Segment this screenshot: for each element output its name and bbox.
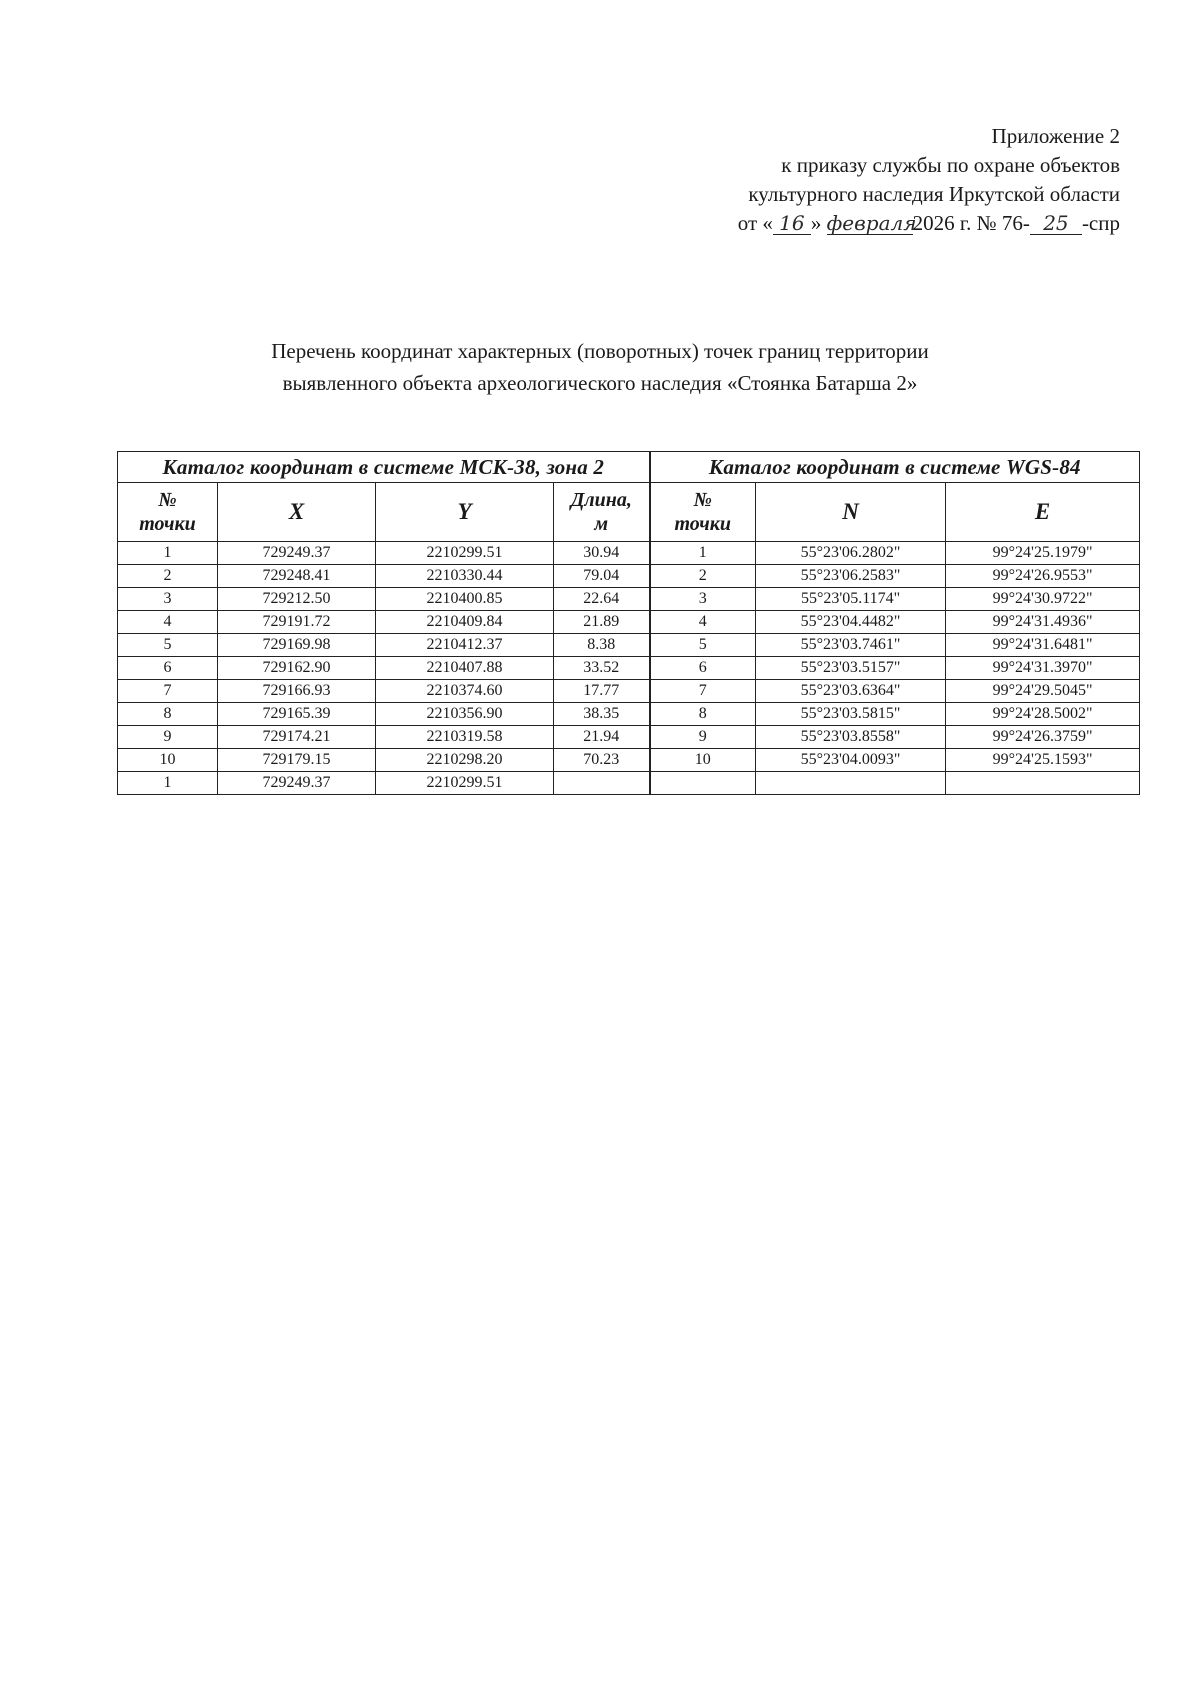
wgs-e-cell: 99°24'31.4936" xyxy=(946,611,1140,634)
msk-length-cell: 38.35 xyxy=(554,703,650,726)
wgs-point-cell: 9 xyxy=(650,726,756,749)
msk-point-cell: 1 xyxy=(118,772,218,795)
msk-point-cell: 1 xyxy=(118,542,218,565)
msk-length-cell: 70.23 xyxy=(554,749,650,772)
document-title xyxy=(120,335,1080,399)
table-row xyxy=(118,634,1140,657)
col-header-e: E xyxy=(946,483,1140,542)
msk-length-cell: 8.38 xyxy=(554,634,650,657)
msk-point-cell: 3 xyxy=(118,588,218,611)
table-row xyxy=(118,680,1140,703)
msk-point-cell: 9 xyxy=(118,726,218,749)
wgs-n-cell: 55°23'04.4482" xyxy=(756,611,946,634)
msk-y-cell: 2210298.20 xyxy=(376,749,554,772)
wgs-point-cell: 10 xyxy=(650,749,756,772)
table-row xyxy=(118,565,1140,588)
msk-length-cell: 22.64 xyxy=(554,588,650,611)
table-row xyxy=(118,588,1140,611)
table-body xyxy=(118,542,1140,795)
wgs-point-cell: 5 xyxy=(650,634,756,657)
table-group-header-row xyxy=(118,452,1140,483)
msk-y-cell: 2210400.85 xyxy=(376,588,554,611)
date-year: 2026 г. № 76- xyxy=(912,211,1030,235)
wgs-e-cell: 99°24'26.3759" xyxy=(946,726,1140,749)
wgs-n-cell xyxy=(756,772,946,795)
col-header-y: Y xyxy=(376,483,554,542)
msk-x-cell: 729174.21 xyxy=(218,726,376,749)
msk-x-cell: 729248.41 xyxy=(218,565,376,588)
msk-x-cell: 729169.98 xyxy=(218,634,376,657)
wgs-e-cell: 99°24'25.1979" xyxy=(946,542,1140,565)
msk-x-cell: 729191.72 xyxy=(218,611,376,634)
order-suffix: -спр xyxy=(1081,211,1120,235)
msk-point-cell: 2 xyxy=(118,565,218,588)
msk-y-cell: 2210356.90 xyxy=(376,703,554,726)
msk-point-cell: 7 xyxy=(118,680,218,703)
msk-x-cell: 729249.37 xyxy=(218,542,376,565)
appendix-authority: культурного наследия Иркутской области xyxy=(748,182,1120,206)
msk-point-cell: 8 xyxy=(118,703,218,726)
table-row xyxy=(118,772,1140,795)
wgs-n-cell: 55°23'06.2802" xyxy=(756,542,946,565)
col-header-n: N xyxy=(756,483,946,542)
wgs-n-cell: 55°23'05.1174" xyxy=(756,588,946,611)
coordinates-table xyxy=(117,451,1140,795)
msk-x-cell: 729162.90 xyxy=(218,657,376,680)
wgs-point-cell: 1 xyxy=(650,542,756,565)
msk-y-cell: 2210299.51 xyxy=(376,772,554,795)
wgs-n-cell: 55°23'03.6364" xyxy=(756,680,946,703)
wgs-n-cell: 55°23'06.2583" xyxy=(756,565,946,588)
table-row xyxy=(118,611,1140,634)
wgs-point-cell: 3 xyxy=(650,588,756,611)
wgs-n-cell: 55°23'03.7461" xyxy=(756,634,946,657)
wgs-point-cell: 7 xyxy=(650,680,756,703)
msk-y-cell: 2210374.60 xyxy=(376,680,554,703)
table-row xyxy=(118,703,1140,726)
appendix-title: Приложение 2 xyxy=(991,124,1120,148)
wgs-point-cell: 6 xyxy=(650,657,756,680)
msk-x-cell: 729166.93 xyxy=(218,680,376,703)
handwritten-order-number: 25 xyxy=(1030,212,1082,235)
wgs-n-cell: 55°23'04.0093" xyxy=(756,749,946,772)
msk-length-cell: 21.89 xyxy=(554,611,650,634)
table-row xyxy=(118,726,1140,749)
appendix-order-ref: к приказу службы по охране объектов xyxy=(781,153,1120,177)
msk-y-cell: 2210299.51 xyxy=(376,542,554,565)
msk-x-cell: 729212.50 xyxy=(218,588,376,611)
handwritten-day: 16 xyxy=(773,212,811,235)
date-mid: » xyxy=(810,211,827,235)
wgs-e-cell: 99°24'26.9553" xyxy=(946,565,1140,588)
msk-y-cell: 2210409.84 xyxy=(376,611,554,634)
msk-y-cell: 2210412.37 xyxy=(376,634,554,657)
wgs-e-cell: 99°24'29.5045" xyxy=(946,680,1140,703)
msk-point-cell: 5 xyxy=(118,634,218,657)
msk-x-cell: 729165.39 xyxy=(218,703,376,726)
msk-point-cell: 10 xyxy=(118,749,218,772)
wgs-point-cell: 4 xyxy=(650,611,756,634)
wgs-e-cell: 99°24'30.9722" xyxy=(946,588,1140,611)
title-line-1: Перечень координат характерных (поворотных) точек границ территории xyxy=(271,339,929,363)
wgs-e-cell xyxy=(946,772,1140,795)
table-row xyxy=(118,542,1140,565)
msk-length-cell: 79.04 xyxy=(554,565,650,588)
wgs-n-cell: 55°23'03.5815" xyxy=(756,703,946,726)
title-line-2: выявленного объекта археологического наследия «Стоянка Батарша 2» xyxy=(282,371,918,395)
msk-x-cell: 729179.15 xyxy=(218,749,376,772)
msk-length-cell xyxy=(554,772,650,795)
msk-y-cell: 2210407.88 xyxy=(376,657,554,680)
msk-length-cell: 30.94 xyxy=(554,542,650,565)
msk-length-cell: 17.77 xyxy=(554,680,650,703)
wgs-point-cell: 8 xyxy=(650,703,756,726)
group-header-wgs: Каталог координат в системе WGS-84 xyxy=(650,452,1140,483)
msk-length-cell: 33.52 xyxy=(554,657,650,680)
appendix-date-line xyxy=(738,209,1120,238)
msk-point-cell: 4 xyxy=(118,611,218,634)
msk-point-cell: 6 xyxy=(118,657,218,680)
col-header-wgs-point: № точки xyxy=(650,483,756,542)
wgs-point-cell: 2 xyxy=(650,565,756,588)
group-header-msk: Каталог координат в системе МСК-38, зона 2 xyxy=(118,452,650,483)
msk-y-cell: 2210319.58 xyxy=(376,726,554,749)
col-header-length: Длина, м xyxy=(554,483,650,542)
appendix-header xyxy=(738,122,1120,238)
msk-y-cell: 2210330.44 xyxy=(376,565,554,588)
wgs-n-cell: 55°23'03.8558" xyxy=(756,726,946,749)
wgs-e-cell: 99°24'28.5002" xyxy=(946,703,1140,726)
table-column-header-row xyxy=(118,483,1140,542)
table-row xyxy=(118,657,1140,680)
wgs-e-cell: 99°24'25.1593" xyxy=(946,749,1140,772)
col-header-msk-point: № точки xyxy=(118,483,218,542)
col-header-x: X xyxy=(218,483,376,542)
wgs-e-cell: 99°24'31.3970" xyxy=(946,657,1140,680)
wgs-e-cell: 99°24'31.6481" xyxy=(946,634,1140,657)
wgs-point-cell xyxy=(650,772,756,795)
msk-length-cell: 21.94 xyxy=(554,726,650,749)
msk-x-cell: 729249.37 xyxy=(218,772,376,795)
table-row xyxy=(118,749,1140,772)
date-prefix: от « xyxy=(737,211,773,235)
handwritten-month: февраля xyxy=(826,211,917,235)
wgs-n-cell: 55°23'03.5157" xyxy=(756,657,946,680)
